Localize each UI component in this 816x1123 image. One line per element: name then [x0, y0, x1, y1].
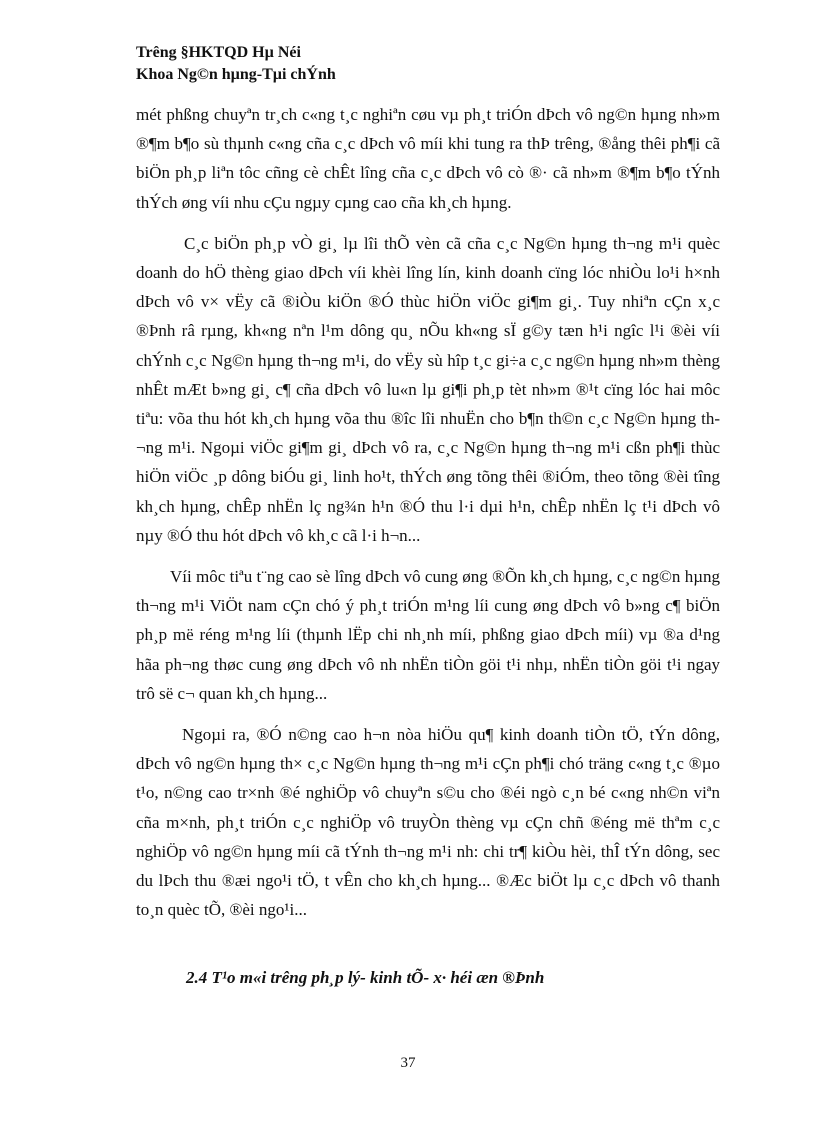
paragraph-1: mét phßng chuyªn tr¸ch c«ng t¸c nghiªn cøu vµ ph¸t triÓn dÞch vô ng©n hµng nh»m ®¶m b¶o sù thµnh c«ng cña c¸c dÞch vô míi khi tung ra thÞ trêng, ®ång thêi ph¶i cã biÖn ph¸p liªn tôc cñng cè chÊt lîng cña c¸c dÞch vô cò ®· cã nh»m ®¶m b¶o tÝnh thÝch øng víi nhu cÇu ngµy cµng cao cña kh¸ch hµng. — [136, 105, 720, 212]
paragraph-2: C¸c biÖn ph¸p vÒ gi¸ lµ lîi thÕ vèn cã cña c¸c Ng©n hµng th¬ng m¹i quèc doanh do hÖ thèng giao dÞch víi khèi lîng lín, kinh doanh cïng lóc nhiÒu lo¹i h×nh dÞch vô v× vËy cã ®iÒu kiÖn ®Ó thùc hiÖn viÖc gi¶m gi¸. Tuy nhiªn cÇn x¸c ®Þnh râ rµng, kh«ng nªn l¹m dông qu¸ nÕu kh«ng sÏ g©y tæn h¹i ngîc l¹i ®èi víi chÝnh c¸c Ng©n hµng th¬ng m¹i, do vËy sù hîp t¸c gi÷a c¸c ng©n hµng nh»m thèng nhÊt mÆt b»ng gi¸ c¶ cña dÞch vô lu«n lµ gi¶i ph¸p tèt nh»m ®¹t cïng lóc hai môc tiªu: võa thu hót kh¸ch hµng võa thu ®îc lîi nhuËn cho b¶n th©n c¸c Ng©n hµng th¬ng m¹i. Ngoµi viÖc gi¶m gi¸ dÞch vô ra, c¸c Ng©n hµng th¬ng m¹i cßn ph¶i thùc hiÖn viÖc ¸p dông biÓu gi¸ linh ho¹t, thÝch øng tõng thêi ®iÓm, theo tõng ®èi tîng kh¸ch hµng, chÊp nhËn lç ng¾n h¹n ®Ó thu l·i dµi h¹n, chÊp nhËn lç t¹i dÞch vô nµy ®Ó thu hót dÞch vô kh¸c cã l·i h¬n... — [136, 233, 720, 545]
body-text — [136, 100, 720, 936]
section-heading: 2.4 T¹o m«i trêng ph¸p lý- kinh tÕ- x· héi æn ®Þnh — [186, 968, 545, 987]
paragraph-3: Víi môc tiªu t¨ng cao sè lîng dÞch vô cung øng ®Õn kh¸ch hµng, c¸c ng©n hµng th¬ng m¹i ViÖt nam cÇn chó ý ph¸t triÓn m¹ng líi cung øng dÞch vô b»ng c¶ biÖn ph¸p më réng m¹ng líi (thµnh lËp chi nh¸nh míi, phßng giao dÞch míi) vµ ®a d¹ng hãa ph¬ng thøc cung øng dÞch vô nh nhËn tiÒn göi t¹i nhµ, nhËn tiÒn göi t¹i ngay trô së c¬ quan kh¸ch hµng... — [136, 567, 720, 703]
header-university: Trêng §HKTQD Hµ Néi — [136, 44, 301, 61]
running-header — [136, 42, 336, 86]
header-faculty: Khoa Ng©n hµng-Tµi chÝnh — [136, 66, 336, 83]
paragraph-4: Ngoµi ra, ®Ó n©ng cao h¬n nòa hiÖu qu¶ kinh doanh tiÒn tÖ, tÝn dông, dÞch vô ng©n hµng th× c¸c Ng©n hµng th¬ng m¹i cÇn ph¶i chó träng c«ng t¸c ®µo t¹o, n©ng cao tr×nh ®é nghiÖp vô chuyªn s©u cho ®éi ngò c¸n bé c«ng nh©n viªn cña m×nh, ph¸t triÓn c¸c nghiÖp vô truyÒn thèng vµ cÇn chñ ®éng më thªm c¸c nghiÖp vô ng©n hµng míi cã tÝnh th¬ng m¹i nh: chi tr¶ kiÒu hèi, thÎ tÝn dông, sec du lÞch thu ®æi ngo¹i tÖ, t vÊn cho kh¸ch hµng... ®Æc biÖt lµ c¸c dÞch vô thanh to¸n quèc tÕ, ®èi ngo¹i... — [136, 725, 720, 920]
page-number: 37 — [400, 1055, 416, 1071]
